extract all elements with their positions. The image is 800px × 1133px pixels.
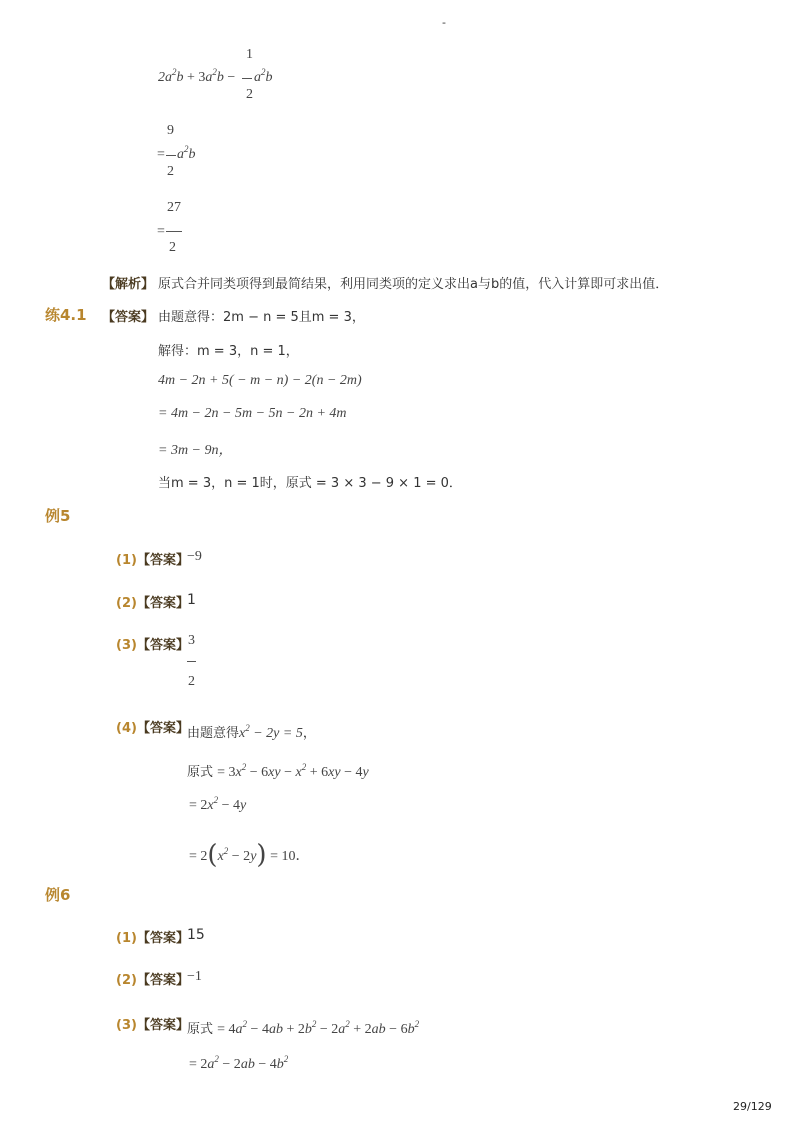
header-mark: - (442, 16, 446, 29)
frac3-bar (166, 231, 182, 232)
frac1-den: 2 (246, 87, 253, 102)
frac3-den: 2 (169, 240, 176, 255)
frac2-num: 9 (167, 123, 174, 138)
item-label: (2)【答案】 (116, 973, 189, 988)
expr-line-1-right: $a^2b$ (254, 67, 273, 85)
item-label: (2)【答案】 (116, 596, 189, 611)
frac2-den: 2 (167, 164, 174, 179)
item-label: (3)【答案】 (116, 638, 189, 653)
frac2-bar (166, 155, 176, 156)
answer-line: 4m − 2n + 5( − m − n) − 2(n − 2m) (158, 373, 362, 388)
answer-value: 15 (187, 927, 205, 943)
frac-num: 3 (188, 633, 195, 648)
answer-line: 原式 = $4a^2 - 4ab + 2b^2 - 2a^2 + 2ab - 6b^2$ (187, 1019, 420, 1037)
eq-sign-3: = (157, 224, 165, 239)
answer-line: 解得：m = 3，n = 1， (158, 344, 299, 359)
frac1-num: 1 (246, 47, 253, 62)
expr-line-2-right: $a^2b$ (177, 144, 196, 162)
item-label: (1)【答案】 (116, 553, 189, 568)
frac-den: 2 (188, 674, 195, 689)
analysis-text: 原式合并同类项得到最简结果，利用同类项的定义求出a与b的值，代入计算即可求出值． (158, 277, 669, 292)
item-label: (1)【答案】 (116, 931, 189, 946)
answer-line: = 4m − 2n − 5m − 5n − 2n + 4m (158, 406, 347, 421)
answer-line: = $2a^2 - 2ab - 4b^2$ (189, 1054, 289, 1072)
practice-heading: 练4.1 (45, 306, 87, 324)
answer-line: = $2(x^2 - 2y) = 10$． (189, 840, 310, 870)
eq-sign-2: = (157, 147, 165, 162)
answer-value: −9 (187, 549, 202, 564)
expr-line-1: $2a^2b + 3a^2b$ − (158, 67, 236, 85)
answer-line: = $2x^2 - 4y$ (189, 795, 247, 813)
answer-line: 原式 = $3x^2 - 6xy - x^2 + 6xy - 4y$ (187, 762, 369, 780)
example-heading: 例5 (45, 507, 71, 525)
analysis-tag: 【解析】 (102, 277, 155, 292)
answer-line: 由题意得：2m − n = 5且m = 3， (158, 310, 365, 325)
answer-value: 1 (187, 592, 196, 608)
answer-line: 当m = 3，n = 1时，原式 = 3 × 3 − 9 × 1 = 0． (158, 476, 462, 491)
frac1-bar (242, 78, 252, 79)
item-label: (3)【答案】 (116, 1018, 189, 1033)
answer-value: −1 (187, 969, 202, 984)
frac-bar (187, 661, 196, 662)
page-number: 29/129 (733, 1100, 772, 1113)
answer-line: 由题意得$x^2 - 2y = 5$， (187, 723, 316, 741)
example-heading: 例6 (45, 886, 71, 904)
item-label: (4)【答案】 (116, 721, 189, 736)
answer-line: = 3m − 9n， (158, 443, 233, 458)
frac3-num: 27 (167, 200, 181, 215)
answer-tag: 【答案】 (102, 310, 155, 325)
